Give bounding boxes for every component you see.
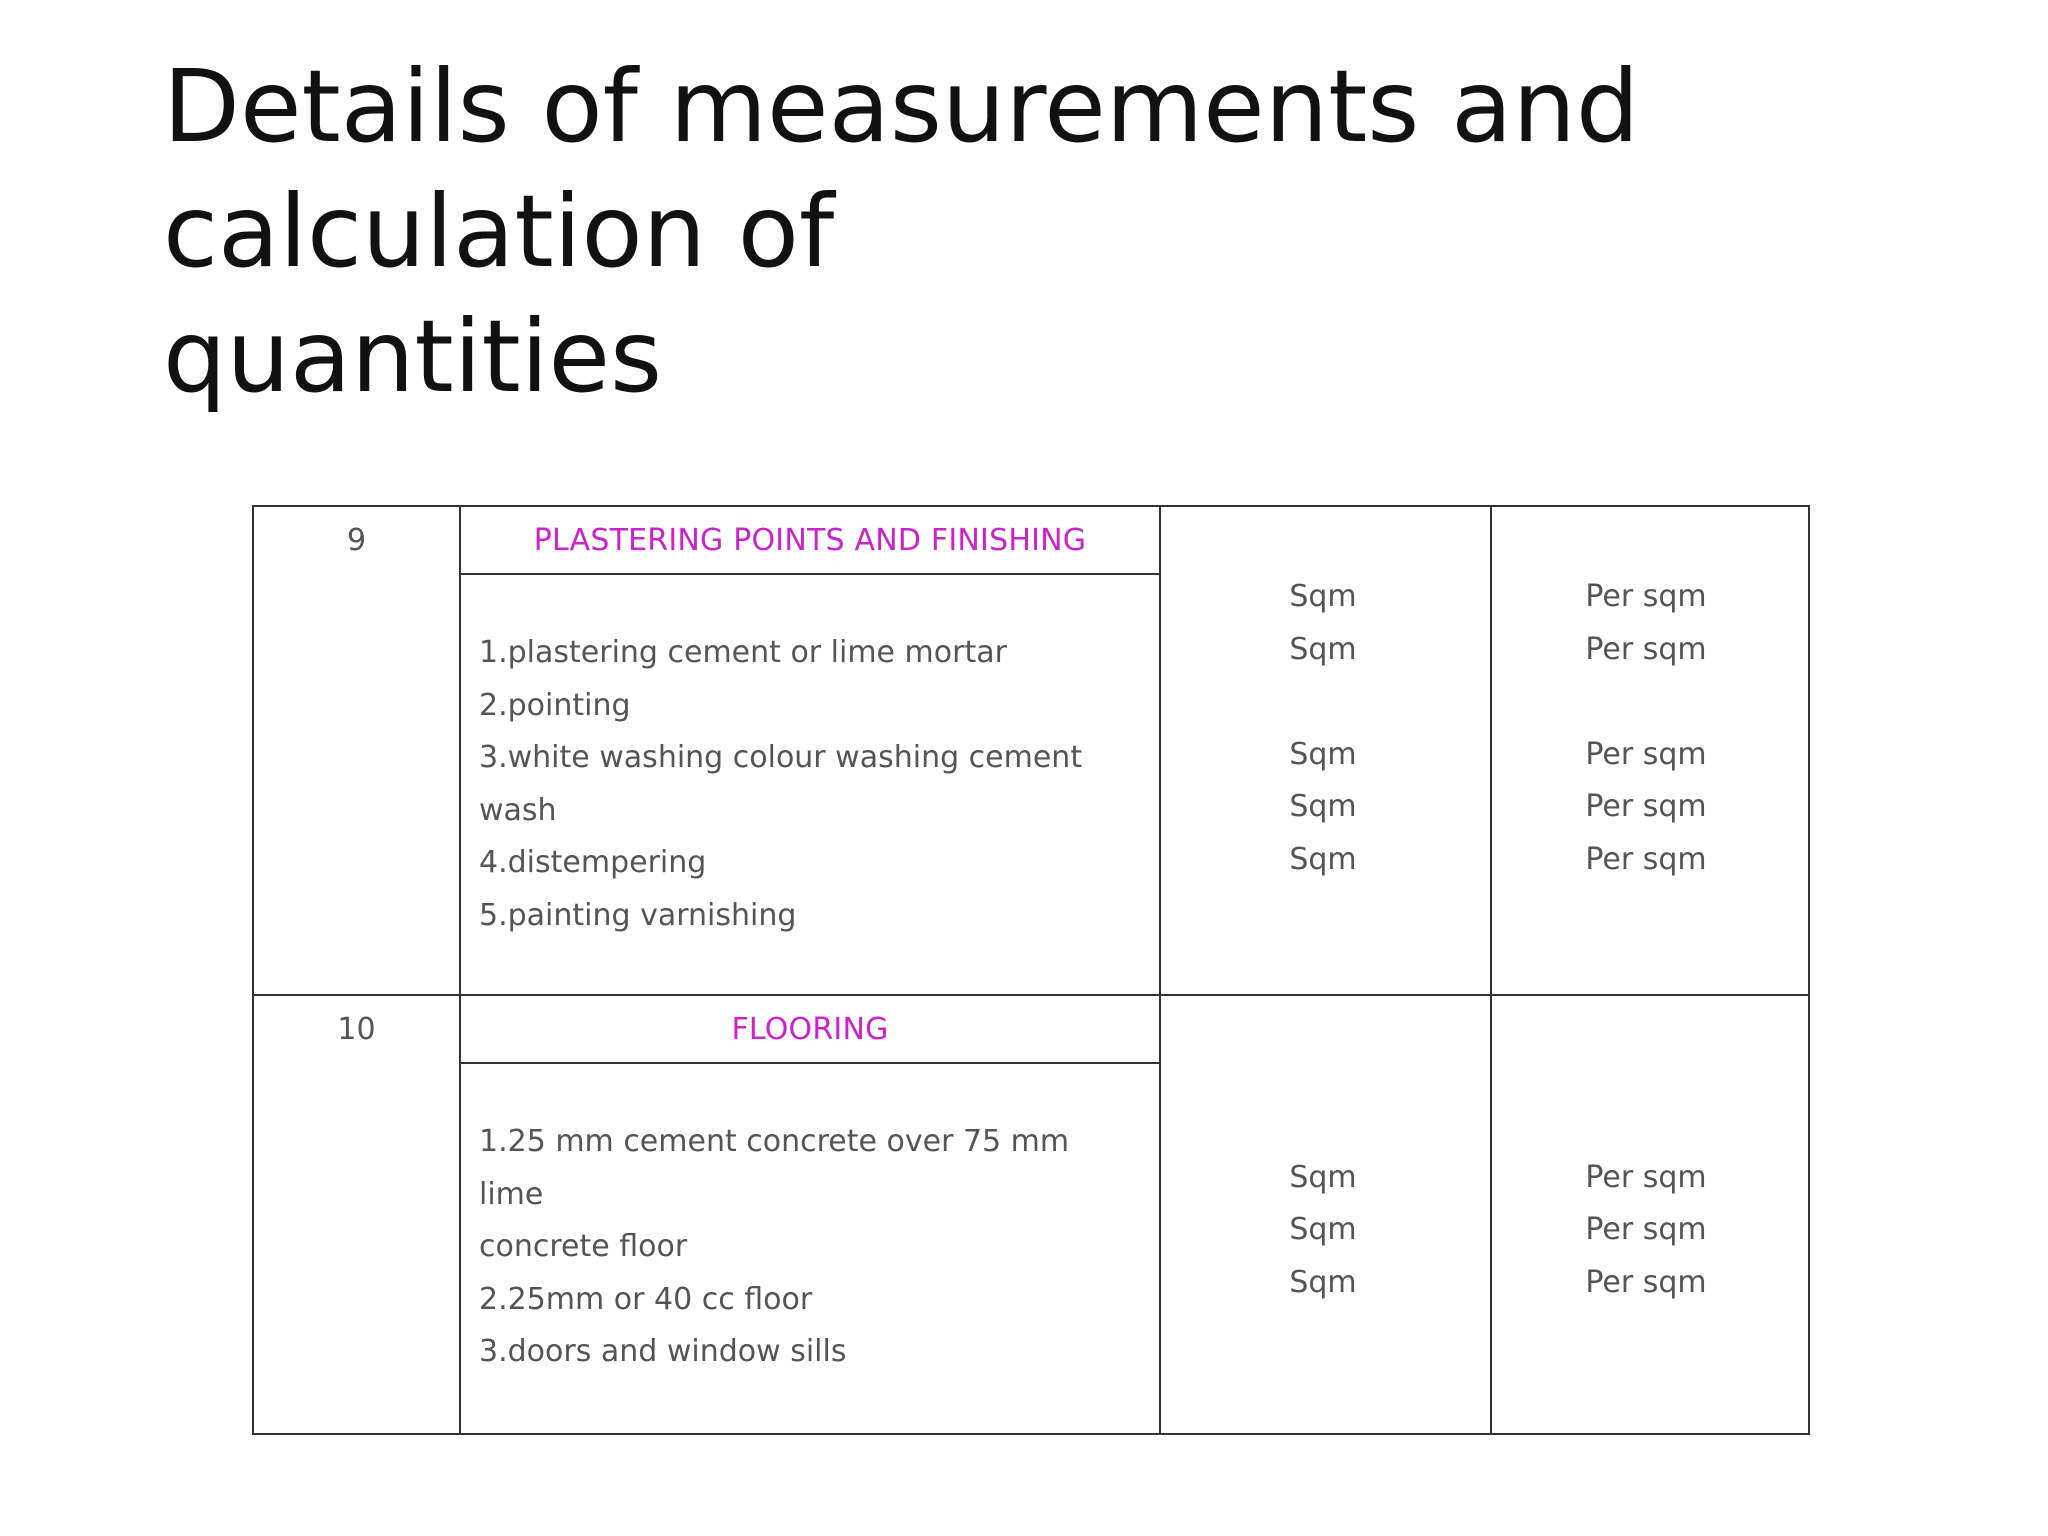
section-heading: FLOORING (460, 995, 1160, 1063)
slide-title-line-3: quantities (163, 298, 663, 415)
rate-cell (1491, 506, 1809, 995)
unit-value: Sqm (1289, 1264, 1357, 1300)
rate-value: Per sqm (1585, 631, 1707, 667)
unit-value: Sqm (1289, 631, 1357, 667)
list-item: 3.doors and window sills (479, 1334, 847, 1369)
list-item: 4.distempering (479, 845, 707, 880)
serial-number-cell: 9 (253, 506, 460, 995)
rate-value: Per sqm (1585, 789, 1707, 824)
list-item: 2.pointing (479, 687, 631, 723)
unit-value: Sqm (1289, 736, 1357, 772)
rate-value: Per sqm (1585, 841, 1707, 877)
list-item: 1.25 mm cement concrete over 75 mm lime (479, 1124, 1070, 1212)
unit-cell (1160, 506, 1491, 995)
table-row (253, 506, 1809, 574)
list-item: 2.25mm or 40 cc floor (479, 1281, 813, 1317)
rate-value: Per sqm (1585, 579, 1707, 614)
list-item: 5.painting varnishing (479, 897, 797, 933)
rate-value: Per sqm (1585, 1212, 1707, 1247)
slide-title (163, 44, 1763, 419)
unit-value: Sqm (1289, 1212, 1357, 1247)
serial-number-cell: 10 (253, 995, 460, 1434)
items-cell (460, 574, 1160, 995)
rate-value: Per sqm (1585, 1264, 1707, 1300)
list-item: concrete floor (479, 1229, 688, 1264)
unit-cell (1160, 995, 1491, 1434)
rate-value: Per sqm (1585, 736, 1707, 772)
unit-spacer (1289, 676, 1356, 729)
table-row (253, 995, 1809, 1063)
slide-title-line-2: calculation of (163, 173, 835, 290)
section-heading: PLASTERING POINTS AND FINISHING (460, 506, 1160, 574)
quantities-table (252, 505, 1810, 1435)
unit-value: Sqm (1289, 789, 1357, 824)
list-item: 3.white washing colour washing cement (479, 740, 1083, 775)
list-item: 1.plastering cement or lime mortar (479, 635, 1007, 670)
unit-value: Sqm (1289, 579, 1357, 614)
items-cell (460, 1063, 1160, 1434)
unit-value: Sqm (1289, 841, 1357, 877)
list-item: wash (479, 792, 557, 828)
rate-spacer (1585, 676, 1706, 729)
rate-value: Per sqm (1585, 1159, 1707, 1195)
unit-value: Sqm (1289, 1159, 1357, 1195)
rate-cell (1491, 995, 1809, 1434)
slide-title-line-1: Details of measurements and (163, 48, 1640, 165)
